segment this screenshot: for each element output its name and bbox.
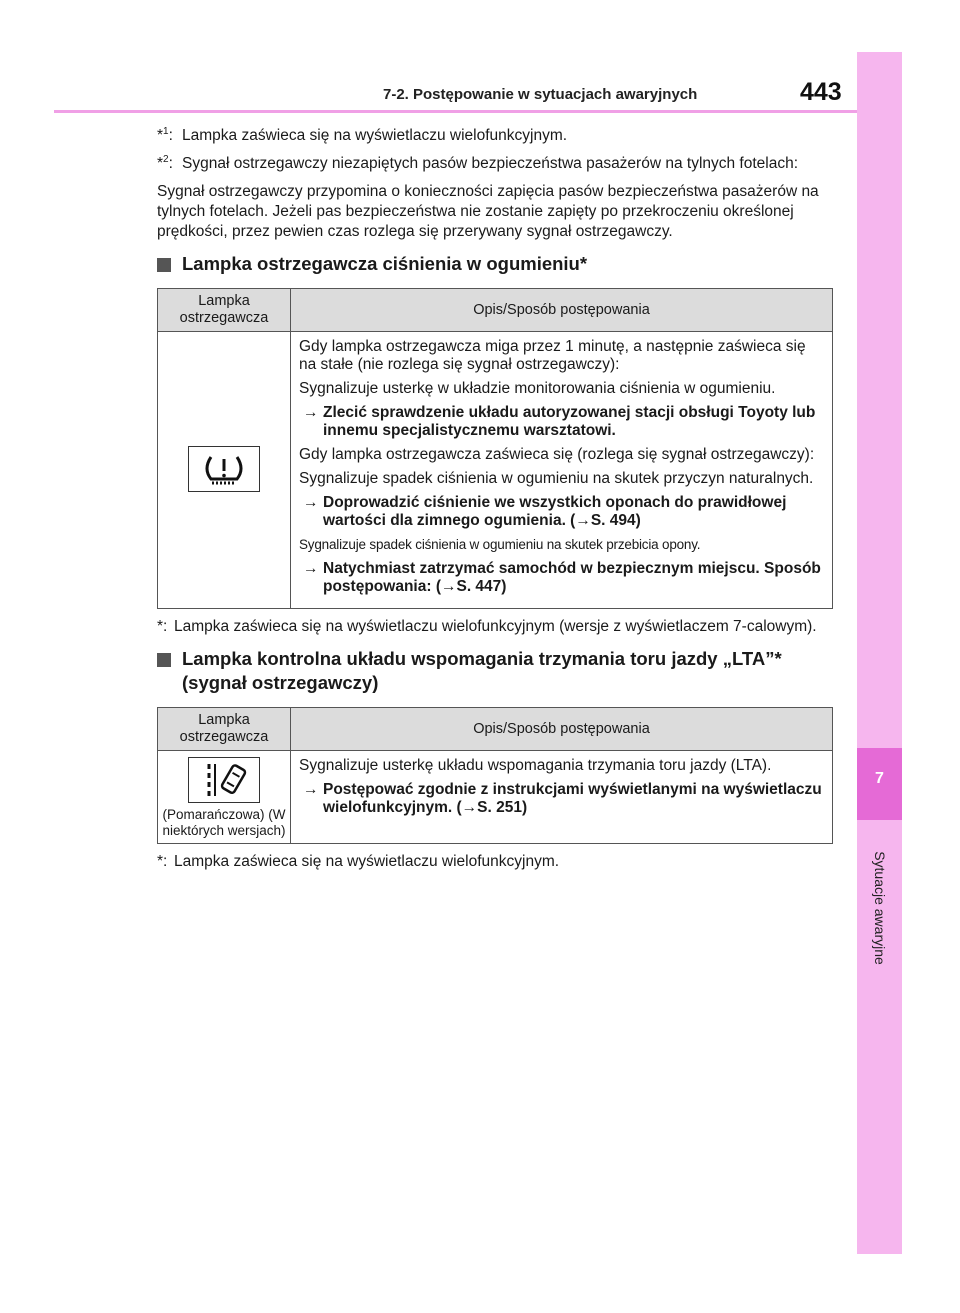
header-rule xyxy=(54,110,857,113)
bullet-square-icon xyxy=(157,653,171,667)
arrow-icon: → xyxy=(303,404,319,421)
page-content xyxy=(157,126,833,882)
footnote-text: Lampka zaświeca się na wyświetlaczu wielofunkcyjnym. xyxy=(182,127,568,144)
section1-heading: Lampka ostrzegawcza ciśnienia w ogumieniu* xyxy=(157,252,833,276)
table-header-description: Opis/Sposób postępowania xyxy=(291,289,833,332)
lane-trace-assist-icon xyxy=(188,757,260,803)
page-number: 443 xyxy=(800,78,842,106)
lamp-caption: (Pomarańczowa) (W niektórych wersjach) xyxy=(162,807,286,838)
note-text: Lampka zaświeca się na wyświetlaczu wielofunkcyjnym (wersje z wyświetlaczem 7-calowym). xyxy=(174,618,817,635)
footnote-2 xyxy=(157,154,833,174)
table-header-lamp: Lampka ostrzegawcza xyxy=(158,289,291,332)
table-row xyxy=(158,751,833,844)
intro-paragraph: Sygnał ostrzegawczy przypomina o konieczności zapięcia pasów bezpieczeństwa pasażerów na tylnych fotelach. Jeżeli pas bezpieczeństwa nie zostanie zapięty po przekroczeniu określonej prędkości, przez pewien czas rozlega się przerywany sygnał ostrzegawczy. xyxy=(157,183,819,240)
table-note xyxy=(157,617,833,637)
action-item: → Doprowadzić ciśnienie we wszystkich oponach do prawidłowej wartości dla zimnego ogumienia. (→S. 494) xyxy=(303,494,787,529)
section-title: 7-2. Postępowanie w sytuacjach awaryjnych xyxy=(383,86,698,103)
description-text: Gdy lampka ostrzegawcza miga przez 1 minutę, a następnie zaświeca się na stałe (nie rozlega się sygnał ostrzegawczy): xyxy=(299,338,806,373)
lamp-cell xyxy=(158,751,291,844)
action-item: → Zlecić sprawdzenie układu autoryzowanej stacji obsługi Toyoty lub innemu specjalistycznemu warsztatowi. xyxy=(303,404,816,439)
description-text: Sygnalizuje spadek ciśnienia w ogumieniu na skutek przyczyn naturalnych. xyxy=(299,470,814,487)
description-cell xyxy=(291,332,833,609)
chapter-number-tab[interactable]: 7 xyxy=(857,748,902,820)
table-header-lamp: Lampka ostrzegawcza xyxy=(158,708,291,751)
table-header-description: Opis/Sposób postępowania xyxy=(291,708,833,751)
arrow-icon: → xyxy=(303,494,319,511)
tire-pressure-table xyxy=(157,288,833,609)
arrow-icon: → xyxy=(303,781,319,798)
description-cell xyxy=(291,751,833,844)
description-text: Sygnalizuje usterkę układu wspomagania trzymania toru jazdy (LTA). xyxy=(299,757,772,774)
footnote-mark: *$^1$: xyxy=(157,126,173,144)
note-mark: *: xyxy=(157,618,168,635)
section2-heading: Lampka kontrolna układu wspomagania trzymania toru jazdy „LTA”* (sygnał ostrzegawczy) xyxy=(157,647,833,695)
action-item: → Postępować zgodnie z instrukcjami wyświetlanymi na wyświetlaczu wielofunkcyjnym. (→S. 251) xyxy=(303,781,822,816)
tire-pressure-warning-icon xyxy=(188,446,260,492)
lta-table xyxy=(157,707,833,844)
arrow-icon: → xyxy=(303,560,319,577)
table-row xyxy=(158,332,833,609)
description-text: Sygnalizuje spadek ciśnienia w ogumieniu na skutek przebicia opony. xyxy=(299,537,701,552)
chapter-label xyxy=(862,830,898,990)
chapter-side-tab xyxy=(857,52,902,1254)
chapter-label-text: Sytuacje awaryjne xyxy=(872,851,888,965)
table-note xyxy=(157,852,833,872)
description-text: Sygnalizuje usterkę w układzie monitorowania ciśnienia w ogumieniu. xyxy=(299,380,776,397)
bullet-square-icon xyxy=(157,258,171,272)
footnote-mark: *$^2$: xyxy=(157,154,173,172)
footnote-text: Sygnał ostrzegawczy niezapiętych pasów bezpieczeństwa pasażerów na tylnych fotelach: xyxy=(182,155,799,172)
description-text: Gdy lampka ostrzegawcza zaświeca się (rozlega się sygnał ostrzegawczy): xyxy=(299,446,815,463)
note-mark: *: xyxy=(157,853,168,870)
action-item: → Natychmiast zatrzymać samochód w bezpiecznym miejscu. Sposób postępowania: (→S. 447) xyxy=(303,560,821,595)
lamp-cell xyxy=(158,332,291,609)
footnote-1 xyxy=(157,126,833,146)
note-text: Lampka zaświeca się na wyświetlaczu wielofunkcyjnym. xyxy=(174,853,560,870)
